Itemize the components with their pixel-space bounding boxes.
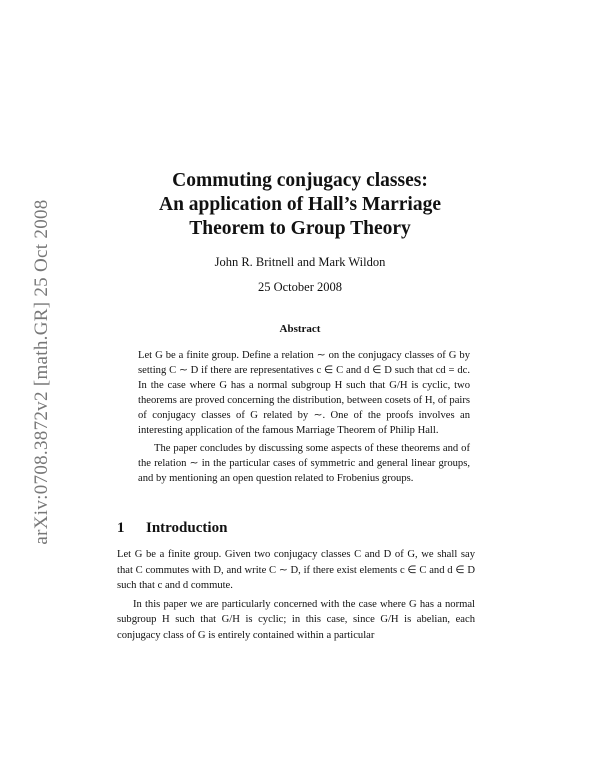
paper-date: 25 October 2008 (257, 280, 342, 294)
section-number: 1 (117, 520, 125, 536)
title-line: Theorem to Group Theory (189, 218, 411, 239)
abstract-paragraph: Let G be a finite group. Define a relation ∼ on the conjugacy classes of G by setting C ∼ D if there are representatives c ∈ C and d ∈ D such that cd = dc. In the case where G has a normal subgroup H such that G/H is cyclic, two theorems are proved concerning the distribution, between cosets of H, of pairs of conjugacy classes of G related by ∼. One of the proofs involves an interesting application of the famous Marriage Theorem of Philip Hall. (138, 350, 470, 436)
arxiv-identifier-text: arXiv:0708.3872v2 [math.GR] 25 Oct 2008 (31, 199, 52, 545)
title-line: Commuting conjugacy classes: (172, 170, 428, 191)
paper-title (100, 169, 500, 241)
body-paragraph: In this paper we are particularly concerned with the case where G has a normal subgroup H such that G/H is cyclic; in this case, since G/H is abelian, each conjugacy class of G is entirely contained within a particular (117, 598, 475, 641)
title-line: An application of Hall’s Marriage (158, 194, 441, 215)
abstract-heading: Abstract (279, 323, 321, 335)
section-title: Introduction (146, 520, 228, 536)
introduction-body (117, 547, 475, 643)
abstract-body (138, 348, 470, 486)
abstract-paragraph: The paper concludes by discussing some aspects of these theorems and of the relation ∼ in the particular cases of symmetric and general linear groups, and by mentioning an open question related to Frobenius groups. (138, 443, 470, 484)
section-heading (117, 520, 497, 537)
body-paragraph: Let G be a finite group. Given two conjugacy classes C and D of G, we shall say that C commutes with D, and write C ∼ D, if there exist elements c ∈ C and d ∈ D such that c and d commute. (117, 549, 475, 591)
paper-authors: John R. Britnell and Mark Wildon (214, 255, 386, 269)
